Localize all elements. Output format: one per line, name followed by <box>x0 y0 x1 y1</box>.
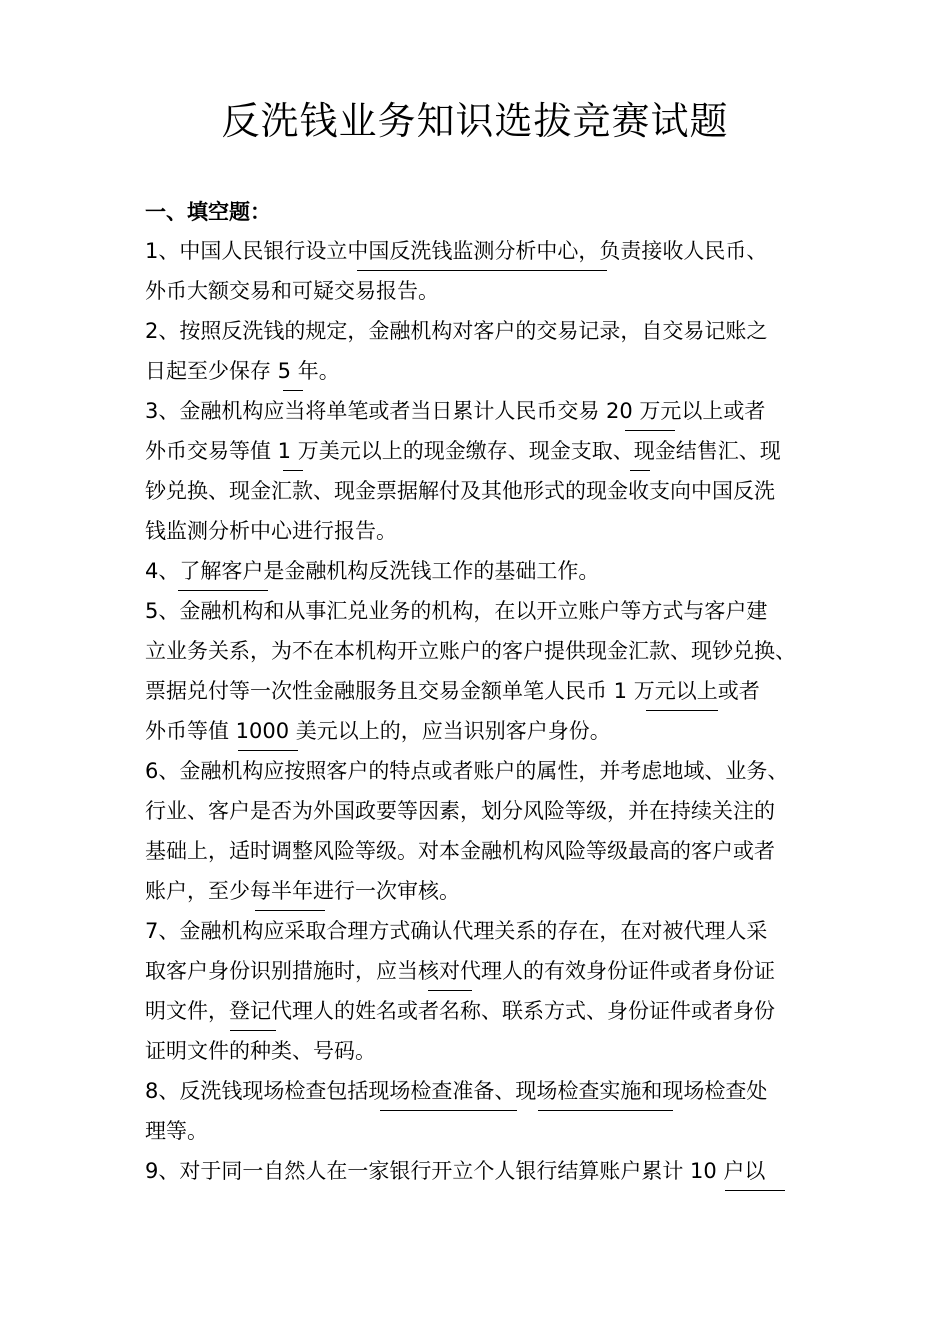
answer-underline <box>380 1110 517 1111</box>
answer-underline <box>630 470 650 471</box>
answer-underline <box>428 990 472 991</box>
text-line: 5、金融机构和从事汇兑业务的机构，在以开立账户等方式与客户建 <box>145 599 768 623</box>
text-line: 立业务关系，为不在本机构开立账户的客户提供现金汇款、现钞兑换、 <box>145 639 796 663</box>
text-line: 2、按照反洗钱的规定，金融机构对客户的交易记录，自交易记账之 <box>145 319 768 343</box>
text-line: 9、对于同一自然人在一家银行开立个人银行结算账户累计 10 户以 <box>145 1159 766 1183</box>
answer-underline <box>178 590 268 591</box>
text-line: 基础上，适时调整风险等级。对本金融机构风险等级最高的客户或者 <box>145 839 775 863</box>
text-line: 账户，至少每半年进行一次审核。 <box>145 879 460 903</box>
answer-underline <box>238 750 298 751</box>
text-line: 票据兑付等一次性金融服务且交易金额单笔人民币 1 万元以上或者 <box>145 679 760 703</box>
text-line: 3、金融机构应当将单笔或者当日累计人民币交易 20 万元以上或者 <box>145 399 766 423</box>
answer-underline <box>625 430 675 431</box>
text-line: 7、金融机构应采取合理方式确认代理关系的存在，在对被代理人采 <box>145 919 768 943</box>
document-title: 反洗钱业务知识选拔竞赛试题 <box>221 99 729 143</box>
text-line: 外币大额交易和可疑交易报告。 <box>145 279 439 303</box>
answer-underline <box>725 1190 785 1191</box>
text-line: 证明文件的种类、号码。 <box>145 1039 376 1063</box>
text-line: 钞兑换、现金汇款、现金票据解付及其他形式的现金收支向中国反洗 <box>145 479 775 503</box>
text-line: 6、金融机构应按照客户的特点或者账户的属性，并考虑地域、业务、 <box>145 759 789 783</box>
answer-underline <box>283 390 303 391</box>
answer-underline <box>357 270 607 271</box>
answer-underline <box>283 470 303 471</box>
text-line: 4、了解客户是金融机构反洗钱工作的基础工作。 <box>145 559 600 583</box>
section-heading: 一、填空题： <box>145 200 271 224</box>
text-line: 8、反洗钱现场检查包括现场检查准备、现场检查实施和现场检查处 <box>145 1079 768 1103</box>
text-line: 明文件，登记代理人的姓名或者名称、联系方式、身份证件或者身份 <box>145 999 775 1023</box>
text-line: 行业、客户是否为外国政要等因素，划分风险等级，并在持续关注的 <box>145 799 775 823</box>
text-line: 取客户身份识别措施时，应当核对代理人的有效身份证件或者身份证 <box>145 959 775 983</box>
text-line: 日起至少保存 5 年。 <box>145 359 340 383</box>
text-line: 理等。 <box>145 1119 208 1143</box>
answer-underline <box>646 710 718 711</box>
answer-underline <box>255 910 325 911</box>
text-line: 1、中国人民银行设立中国反洗钱监测分析中心，负责接收人民币、 <box>145 239 768 263</box>
text-line: 外币交易等值 1 万美元以上的现金缴存、现金支取、现金结售汇、现 <box>145 439 781 463</box>
text-line: 外币等值 1000 美元以上的，应当识别客户身份。 <box>145 719 611 743</box>
answer-underline <box>538 1110 673 1111</box>
text-line: 钱监测分析中心进行报告。 <box>145 519 397 543</box>
answer-underline <box>230 1030 276 1031</box>
